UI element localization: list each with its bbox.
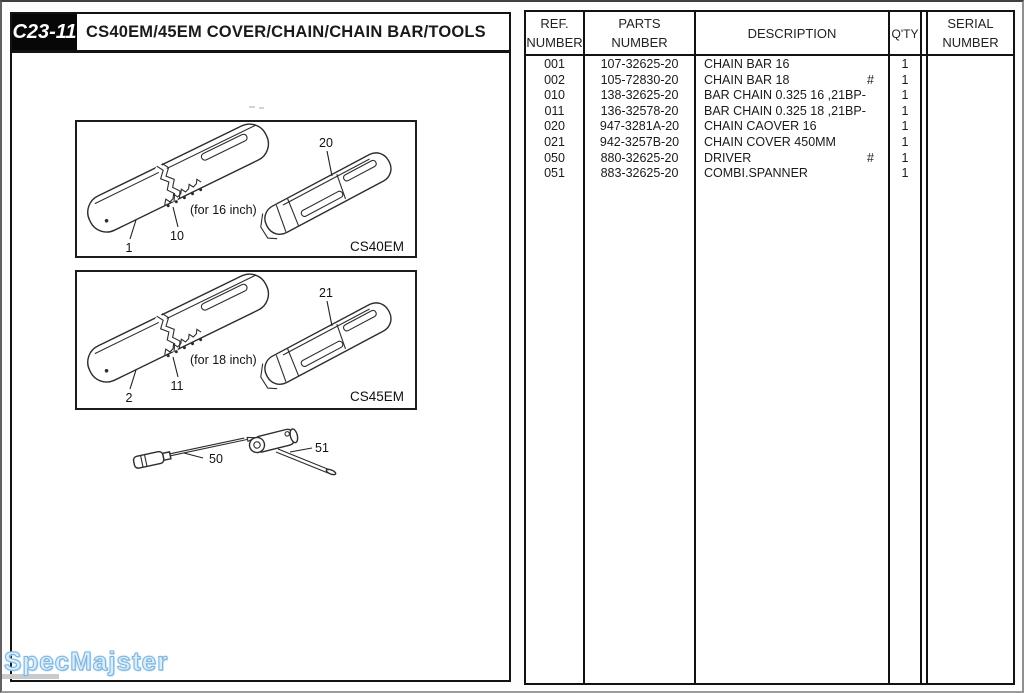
- ref-cell: 051: [544, 166, 565, 181]
- ref-cell: 020: [544, 119, 565, 134]
- ref-cell: 002: [544, 72, 565, 87]
- combi-spanner-drawing: [248, 427, 337, 476]
- desc-cell: [696, 151, 888, 167]
- part-ref-label: 50: [209, 452, 223, 466]
- description-text: BAR CHAIN 0.325 16 ,21BP-: [704, 88, 866, 103]
- header-bar: [10, 12, 511, 52]
- header-line: NUMBER: [611, 35, 668, 50]
- part-ref-label: 51: [315, 441, 329, 455]
- part-ref-label: 21: [319, 286, 333, 300]
- qty-cell: 1: [901, 150, 909, 165]
- description-text: CHAIN BAR 16: [704, 57, 790, 71]
- part-ref-label: 10: [170, 229, 184, 243]
- interchange-flag: #: [867, 72, 874, 87]
- ref-cell: 050: [544, 150, 565, 165]
- column-parts-number: [585, 56, 696, 683]
- table-header-row: [526, 12, 1013, 56]
- part-cell: 883-32625-20: [600, 166, 679, 181]
- ref-cell: 001: [544, 57, 565, 71]
- description-text: CHAIN COVER 450MM: [704, 134, 836, 149]
- leader-line: [173, 207, 178, 227]
- header-qty: [890, 12, 922, 54]
- description-text: CHAIN CAOVER 16: [704, 119, 817, 134]
- driver-drawing: [133, 431, 257, 469]
- model-label: CS40EM: [349, 239, 404, 254]
- desc-cell: [696, 119, 888, 135]
- part-cell: 942-3257B-20: [599, 134, 680, 149]
- ref-cell: 010: [544, 88, 565, 103]
- desc-cell: [696, 166, 888, 182]
- size-note: (for 18 inch): [190, 353, 257, 367]
- qty-cell: 1: [901, 134, 909, 149]
- chain-cover-16-drawing: [255, 148, 397, 243]
- column-description: [696, 56, 890, 683]
- header-line: NUMBER: [526, 35, 583, 50]
- part-ref-label: 20: [319, 136, 333, 150]
- leader-line: [327, 301, 332, 326]
- column-ref-number: [526, 56, 585, 683]
- leader-line: [327, 151, 332, 176]
- header-line: REF.: [540, 16, 569, 31]
- page-title: CS40EM/45EM COVER/CHAIN/CHAIN BAR/TOOLS: [86, 22, 486, 41]
- header-description: [696, 12, 890, 54]
- part-cell: 138-32625-20: [600, 88, 679, 103]
- leader-line: [173, 357, 178, 377]
- part-cell: 880-32625-20: [600, 150, 679, 165]
- cs45em-panel: [76, 267, 416, 409]
- watermark: SpecMajster: [4, 646, 169, 676]
- qty-cell: 1: [901, 103, 909, 118]
- header-ref-number: [526, 12, 585, 54]
- size-note: (for 16 inch): [190, 203, 257, 217]
- part-cell: 947-3281A-20: [599, 119, 680, 134]
- qty-cell: 1: [901, 72, 909, 87]
- chain-bar-18-drawing: [81, 267, 274, 388]
- part-ref-label: 11: [170, 379, 184, 393]
- part-ref-label: 1: [125, 241, 133, 255]
- ref-cell: 011: [544, 103, 565, 118]
- cs40em-panel: [76, 117, 416, 257]
- part-cell: 107-32625-20: [600, 57, 679, 71]
- desc-cell: [696, 88, 888, 104]
- header-line: Q'TY: [891, 26, 919, 41]
- qty-cell: 1: [901, 166, 909, 181]
- column-serial-number: [928, 56, 1013, 683]
- description-text: COMBI.SPANNER: [704, 166, 808, 181]
- desc-cell: [696, 73, 888, 89]
- interchange-flag: #: [867, 150, 874, 165]
- header-line: PARTS: [618, 16, 661, 31]
- leader-line: [290, 448, 312, 452]
- desc-cell: [696, 135, 888, 151]
- parts-diagram: [12, 53, 509, 680]
- desc-cell: [696, 57, 888, 73]
- qty-cell: 1: [901, 57, 909, 71]
- table-body: [526, 56, 1013, 683]
- header-line: DESCRIPTION: [747, 25, 837, 41]
- part-cell: 136-32578-20: [600, 103, 679, 118]
- model-label: CS45EM: [349, 389, 404, 404]
- part-cell: 105-72830-20: [600, 72, 679, 87]
- qty-cell: 1: [901, 88, 909, 103]
- column-qty: [890, 56, 922, 683]
- description-text: BAR CHAIN 0.325 18 ,21BP-: [704, 103, 866, 118]
- qty-cell: 1: [901, 119, 909, 134]
- section-badge: C23-11: [12, 14, 77, 50]
- chain-bar-16-drawing: [81, 117, 274, 238]
- ref-cell: 021: [544, 134, 565, 149]
- leader-line: [184, 453, 203, 458]
- header-parts-number: [585, 12, 696, 54]
- description-text: CHAIN BAR 18: [704, 72, 790, 87]
- header-serial-number: [928, 12, 1013, 54]
- part-ref-label: 2: [125, 391, 133, 405]
- chain-cover-450-drawing: [255, 298, 397, 393]
- header-line: NUMBER: [942, 35, 999, 50]
- desc-cell: [696, 104, 888, 120]
- parts-table: [524, 10, 1015, 685]
- header-line: SERIAL: [947, 16, 994, 31]
- description-text: DRIVER: [704, 150, 752, 165]
- diagram-pane: [10, 51, 511, 682]
